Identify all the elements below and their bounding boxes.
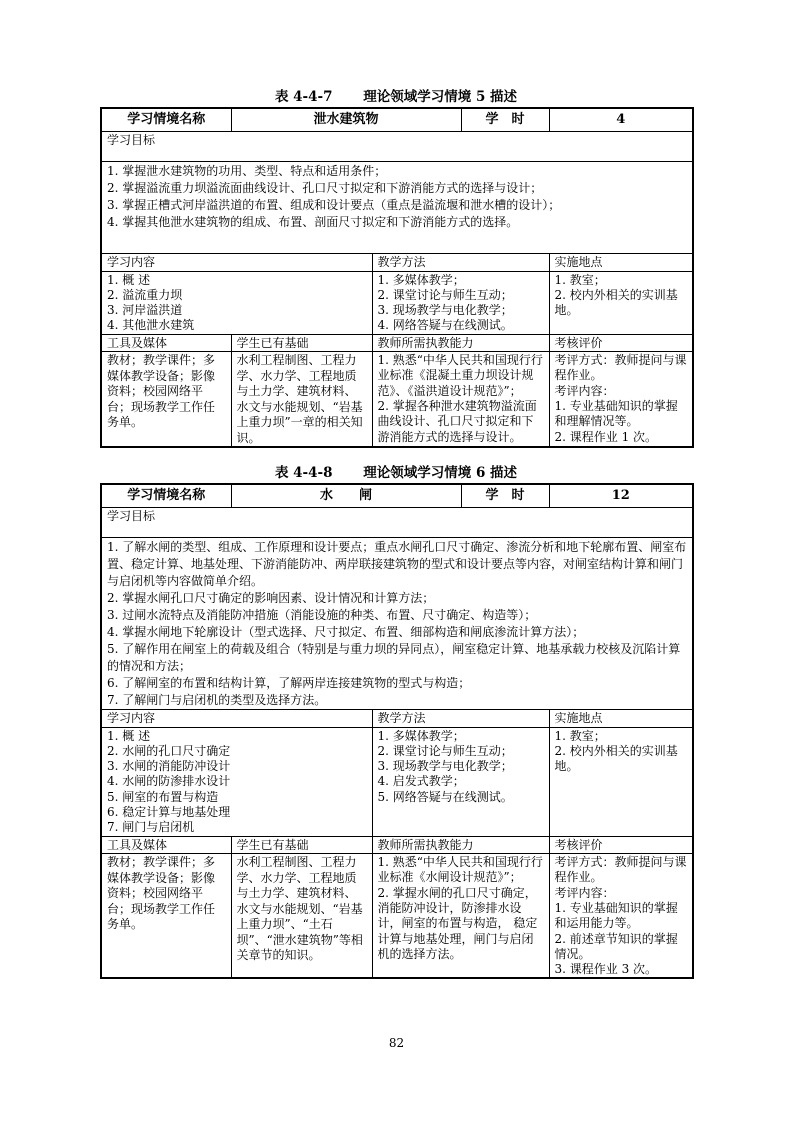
text-line: 3. 课程作业 3 次。: [554, 962, 658, 977]
text-line: 3. 过闸水流特点及消能防冲措施（消能设施的种类、布置、尺寸确定、构造等）；: [107, 607, 537, 622]
ability-list: [378, 855, 544, 962]
table-header-row: [101, 484, 693, 507]
table-caption: [100, 88, 692, 107]
text-line: 4. 掌握其他泄水建筑物的组成、布置、剖面尺寸拟定和下游消能方式的选择。: [107, 214, 519, 229]
objectives-label-row: [101, 507, 693, 537]
text-line: 2. 校内外相关的实训基地。: [554, 743, 678, 774]
content-cell: [101, 271, 372, 334]
table-caption-label: 表 4-4-7: [274, 89, 333, 105]
text-line: 1. 概 述: [107, 728, 151, 743]
content-label: 学习内容: [101, 253, 372, 271]
text-line: 1. 多媒体教学；: [377, 272, 465, 287]
objectives-cell: [101, 161, 693, 253]
text-line: 1. 了解水闸的类型、组成、工作原理和设计要点；重点水闸孔口尺寸确定、渗流分析和地下轮廓布置、闸室布置、稳定计算、地基处理、下游消能防冲、两岸联接建筑物的型式和设计要点等内容，对闸室结构计算和闸门与启闭机等内容做简单介绍。: [107, 539, 687, 588]
learning-situation-6-section: [100, 464, 692, 979]
content-header-row: [101, 709, 693, 727]
text-line: 3. 现场教学与电化教学；: [377, 759, 513, 774]
ability-label: 教师所需执教能力: [372, 836, 549, 854]
objectives-label: 学习目标: [101, 507, 693, 537]
text-line: 3. 掌握正槽式河岸溢洪道的布置、组成和设计要点（重点是溢流堰和泄水槽的设计）；: [107, 197, 561, 212]
text-line: 考评方式：教师提问与课程作业。: [554, 855, 687, 885]
methods-label: 教学方法: [372, 709, 549, 727]
text-line: 1. 专业基础知识的掌握和理解情况等。: [554, 399, 678, 429]
situation-name-label: 学习情境名称: [101, 108, 231, 131]
objectives-label-row: [101, 131, 693, 161]
tools-cell: 教材；教学课件；多媒体教学设备；影像资料；校园网络平台；现场教学工作任务单。: [101, 854, 231, 979]
text-line: 4. 启发式教学；: [377, 774, 465, 789]
methods-cell: [372, 271, 549, 334]
objectives-list: [107, 539, 687, 709]
hours-value: 12: [549, 484, 693, 507]
methods-list: [378, 729, 544, 805]
ability-cell: [372, 854, 549, 979]
basis-cell: 水利工程制图、工程力学、水力学、工程地质与土力学、建筑材料、水文与水能规划、“岩基上重力坝”一章的相关知识。: [231, 352, 372, 448]
text-line: 6. 了解闸室的布置和结构计算，了解两岸连接建筑物的型式与构造；: [107, 675, 471, 690]
assessment-list: [555, 855, 688, 977]
objectives-label: 学习目标: [101, 131, 693, 161]
text-line: 1. 熟悉“中华人民共和国现行行业标准《混凝土重力坝设计规范》、《溢洪道设计规范》”；: [377, 353, 543, 398]
tools-label: 工具及媒体: [101, 836, 231, 854]
basis-label: 学生已有基础: [231, 836, 372, 854]
text-line: 3. 现场教学与电化教学；: [377, 303, 513, 318]
assessment-label: 考核评价: [549, 334, 693, 352]
text-line: 1. 掌握泄水建筑物的功用、类型、特点和适用条件；: [107, 163, 387, 178]
location-label: 实施地点: [549, 253, 693, 271]
location-list: [555, 273, 688, 319]
text-line: 6. 稳定计算与地基处理: [107, 804, 231, 819]
content-list: [107, 273, 367, 334]
learning-situation-table: [100, 107, 694, 448]
table-caption-title: 理论领域学习情境 6 描述: [363, 465, 518, 481]
location-cell: [549, 727, 693, 836]
table-caption: [100, 464, 692, 483]
text-line: 1. 教室；: [554, 728, 606, 743]
content-row: [101, 727, 693, 836]
text-line: 2. 水闸的孔口尺寸确定: [107, 743, 231, 758]
text-line: 5. 闸室的布置与构造: [107, 789, 219, 804]
table-caption-title: 理论领域学习情境 5 描述: [363, 89, 518, 105]
hours-label: 学 时: [461, 484, 549, 507]
hours-label: 学 时: [461, 108, 549, 131]
objectives-cell: [101, 537, 693, 709]
tools-header-row: [101, 334, 693, 352]
text-line: 4. 掌握水闸地下轮廓设计（型式选择、尺寸拟定、布置、细部构造和闸底渗流计算方法）；: [107, 624, 585, 639]
text-line: 考评方式：教师提问与课程作业。: [554, 353, 687, 383]
content-label: 学习内容: [101, 709, 372, 727]
location-label: 实施地点: [549, 709, 693, 727]
text-line: 5. 网络答疑与在线测试。: [377, 789, 513, 804]
content-header-row: [101, 253, 693, 271]
text-line: 2. 校内外相关的实训基地。: [554, 287, 678, 318]
basis-cell: 水利工程制图、工程力学、水力学、工程地质与土力学、建筑材料、水文与水能规划、“岩基上重力坝”、“土石坝”、“泄水建筑物”等相关章节的知识。: [231, 854, 372, 979]
assessment-cell: [549, 854, 693, 979]
tools-header-row: [101, 836, 693, 854]
objectives-row: [101, 161, 693, 253]
text-line: 4. 网络答疑与在线测试。: [377, 318, 513, 333]
assessment-list: [555, 353, 688, 445]
text-line: 1. 教室；: [554, 272, 606, 287]
ability-cell: [372, 352, 549, 448]
text-line: 2. 课程作业 1 次。: [554, 429, 658, 444]
text-line: 2. 前述章节知识的掌握情况。: [554, 931, 678, 961]
methods-list: [378, 273, 544, 334]
content-list: [107, 729, 367, 836]
text-line: 2. 课堂讨论与师生互动；: [377, 287, 513, 302]
text-line: 4. 水闸的防渗排水设计: [107, 774, 231, 789]
page-number: 82: [388, 1036, 405, 1050]
hours-value: 4: [549, 108, 693, 131]
situation-name: 泄水建筑物: [231, 108, 461, 131]
text-line: 2. 掌握水闸的孔口尺寸确定，消能防冲设计，防渗排水设计，闸室的布置与构造， 稳定计算与地基处理，闸门与启闭机的选择方法。: [377, 885, 538, 961]
table-header-row: [101, 108, 693, 131]
text-line: 3. 河岸溢洪道: [107, 303, 183, 318]
assessment-label: 考核评价: [549, 836, 693, 854]
location-cell: [549, 271, 693, 334]
text-line: 1. 多媒体教学；: [377, 728, 465, 743]
methods-cell: [372, 727, 549, 836]
content-cell: [101, 727, 372, 836]
text-line: 4. 其他泄水建筑: [107, 318, 195, 333]
text-line: 1. 专业基础知识的掌握和运用能力等。: [554, 900, 678, 931]
ability-label: 教师所需执教能力: [372, 334, 549, 352]
text-line: 1. 概 述: [107, 272, 151, 287]
location-list: [555, 729, 688, 775]
assessment-cell: [549, 352, 693, 448]
text-line: 2. 掌握溢流重力坝溢流面曲线设计、孔口尺寸拟定和下游消能方式的选择与设计；: [107, 180, 543, 195]
text-line: 2. 掌握各种泄水建筑物溢流面曲线设计、孔口尺寸拟定和下游消能方式的选择与设计。: [377, 399, 537, 444]
methods-label: 教学方法: [372, 253, 549, 271]
text-line: 1. 熟悉“中华人民共和国现行行业标准《水闸设计规范》”；: [377, 855, 543, 885]
table-caption-label: 表 4-4-8: [274, 465, 333, 481]
text-line: 7. 了解闸门与启闭机的类型及选择方法。: [107, 692, 327, 707]
text-line: 2. 掌握水闸孔口尺寸确定的影响因素、设计情况和计算方法；: [107, 590, 435, 605]
text-line: 7. 闸门与启闭机: [107, 820, 195, 835]
objectives-list: [107, 163, 687, 231]
tools-label: 工具及媒体: [101, 334, 231, 352]
tools-row: [101, 352, 693, 448]
content-row: [101, 271, 693, 334]
text-line: 2. 课堂讨论与师生互动；: [377, 743, 513, 758]
learning-situation-table: [100, 483, 694, 979]
ability-list: [378, 353, 544, 445]
text-line: 3. 水闸的消能防冲设计: [107, 759, 231, 774]
text-line: 5. 了解作用在闸室上的荷载及组合（特别是与重力坝的异同点），闸室稳定计算、地基承载力校核及沉陷计算的情况和方法；: [107, 641, 681, 673]
situation-name-label: 学习情境名称: [101, 484, 231, 507]
tools-row: [101, 854, 693, 979]
text-line: 2. 溢流重力坝: [107, 287, 183, 302]
objectives-row: [101, 537, 693, 709]
basis-label: 学生已有基础: [231, 334, 372, 352]
situation-name: 水 闸: [231, 484, 461, 507]
text-line: 考评内容：: [554, 885, 615, 900]
text-line: 考评内容：: [554, 383, 615, 398]
learning-situation-5-section: [100, 88, 692, 448]
tools-cell: 教材；教学课件；多媒体教学设备；影像资料；校园网络平台；现场教学工作任务单。: [101, 352, 231, 448]
